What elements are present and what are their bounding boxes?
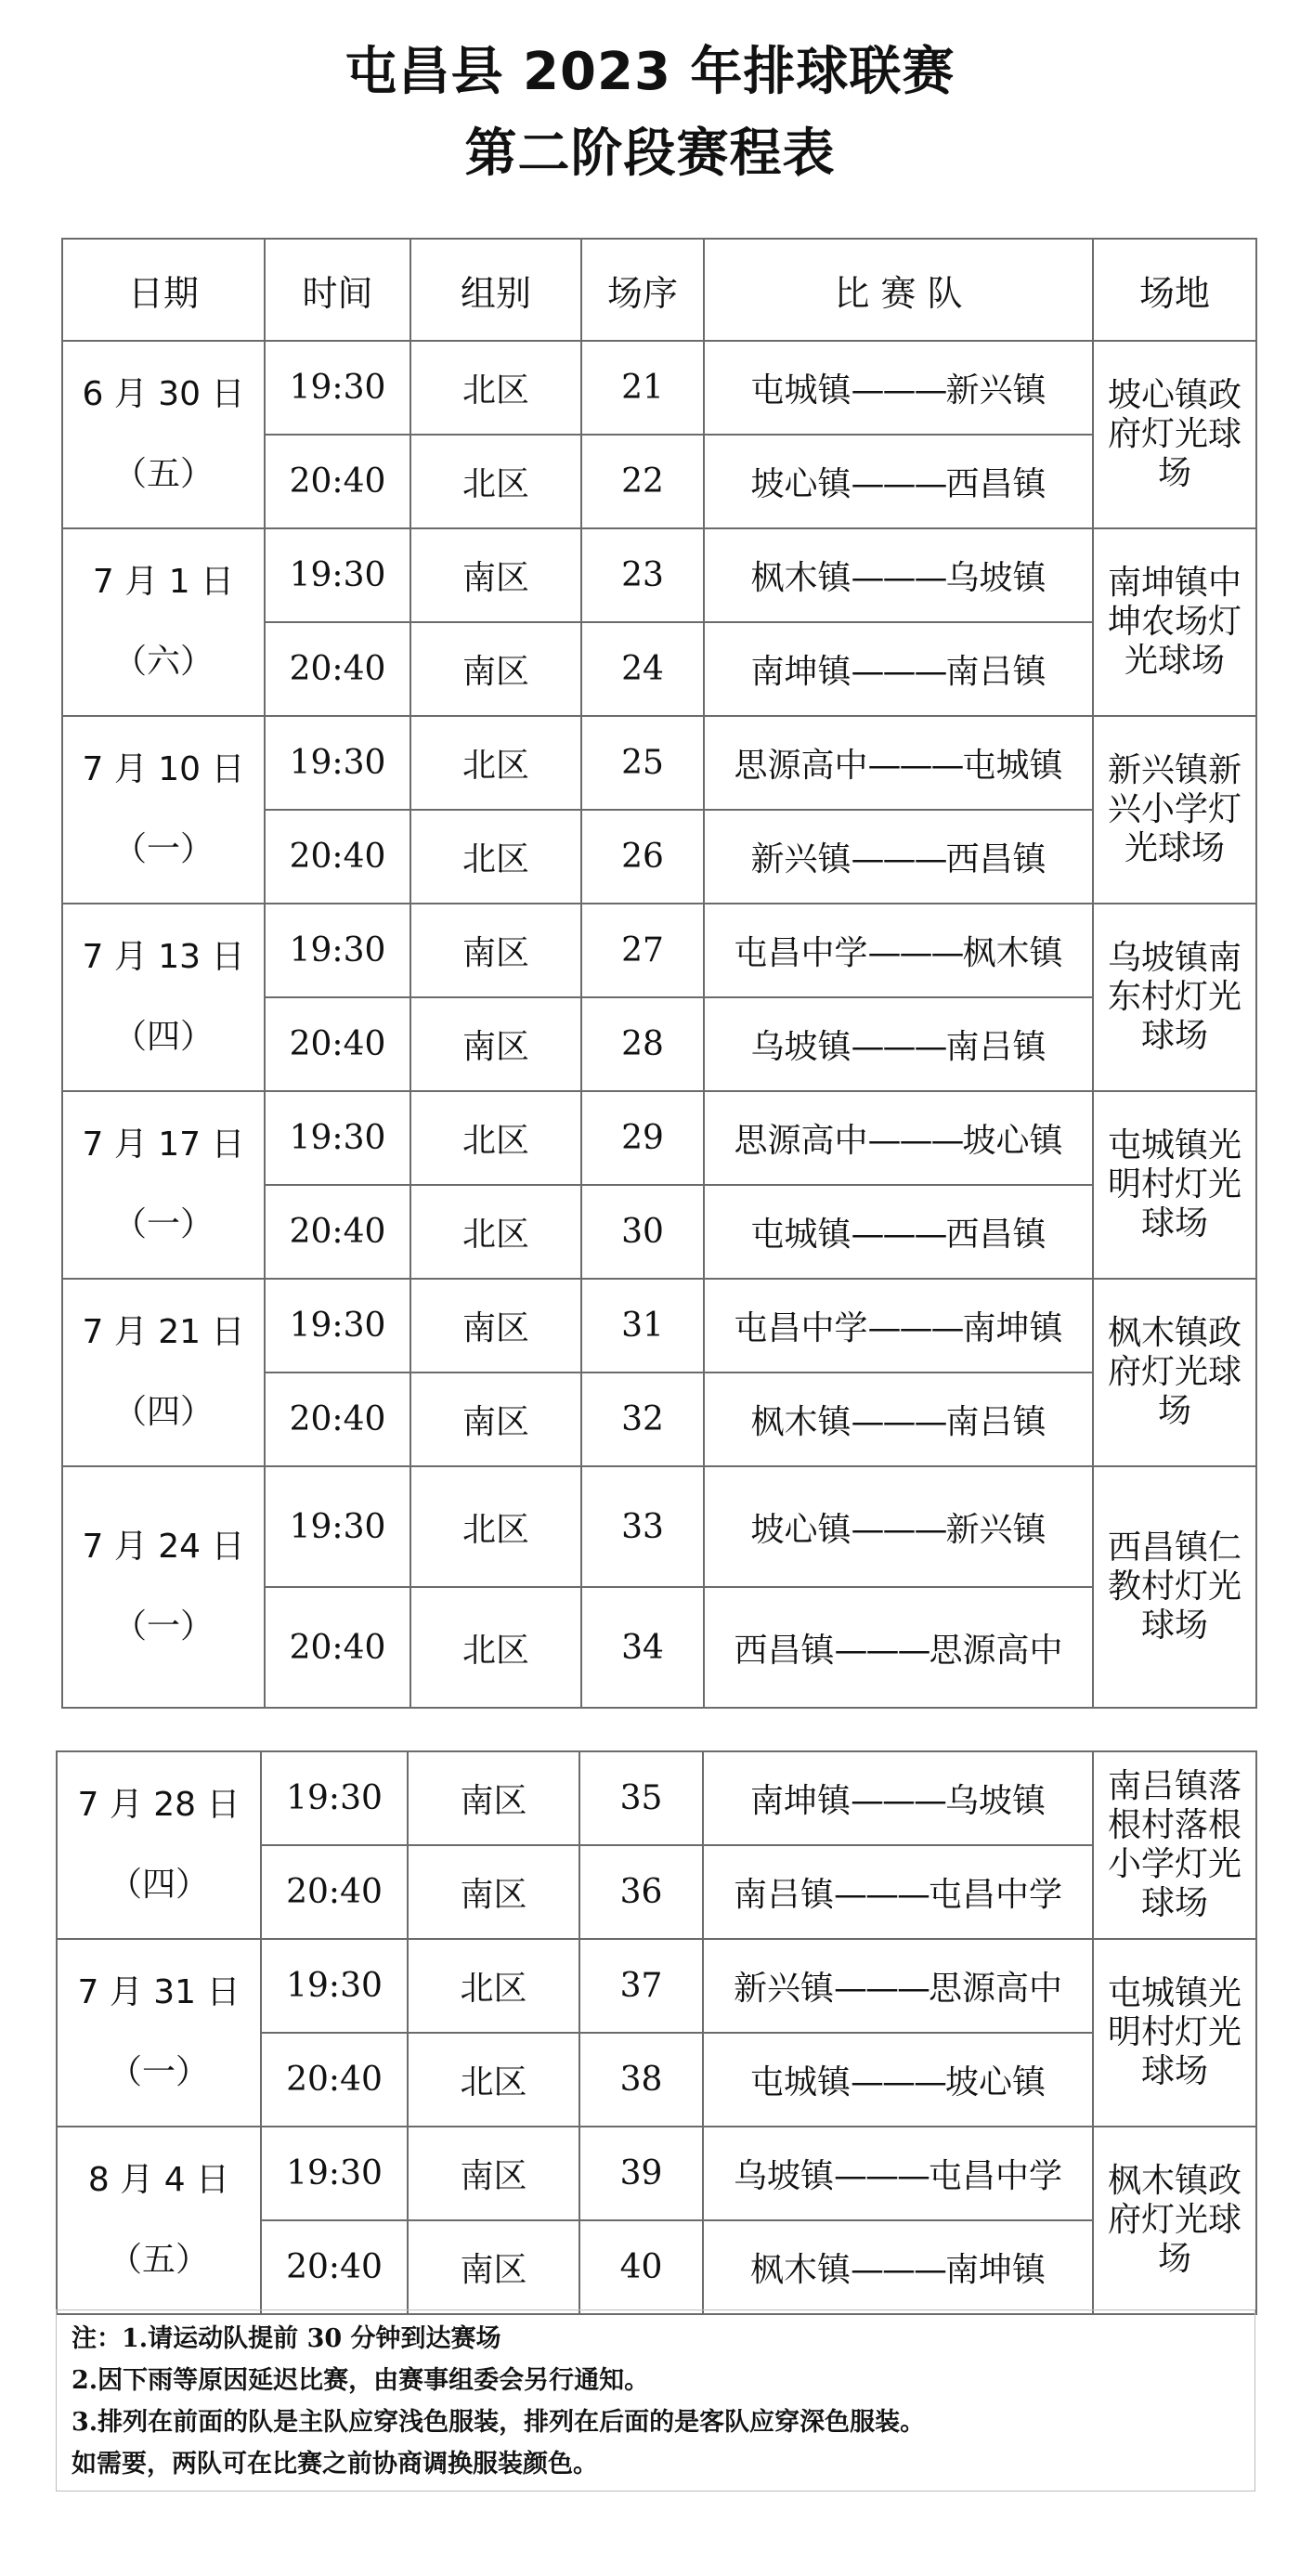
table-row <box>62 1466 1256 1587</box>
match-order: 30 <box>581 1185 704 1279</box>
venue-line: 光球场 <box>1124 642 1225 680</box>
match-time: 19:30 <box>265 341 410 435</box>
date-text: 7 月 31 日 <box>77 1973 240 2011</box>
away-team: 南坤镇 <box>962 1309 1063 1347</box>
match-teams <box>704 1373 1093 1466</box>
match-teams <box>704 1587 1093 1708</box>
match-teams <box>704 622 1093 716</box>
match-date <box>62 528 265 716</box>
match-teams <box>704 1185 1093 1279</box>
note-line: 2.因下雨等原因延迟比赛，由赛事组委会另行通知。 <box>72 2366 650 2395</box>
match-venue <box>1093 716 1256 904</box>
versus-separator: ——— <box>851 371 946 410</box>
match-group: 南区 <box>408 1751 579 1845</box>
match-date <box>62 341 265 528</box>
home-team: 南吕镇 <box>733 1876 834 1914</box>
table-row <box>57 2127 1256 2220</box>
versus-separator: ——— <box>851 1782 945 1820</box>
weekday-text: （五） <box>108 2241 209 2279</box>
match-group: 南区 <box>410 622 581 716</box>
match-order: 28 <box>581 997 704 1091</box>
versus-separator: ——— <box>851 1216 946 1254</box>
match-date <box>57 2127 261 2314</box>
away-team: 西昌镇 <box>945 1216 1046 1254</box>
table-row <box>57 1939 1256 2033</box>
away-team: 西昌镇 <box>945 465 1046 503</box>
venue-line: 球场 <box>1140 1884 1208 1922</box>
home-team: 屯城镇 <box>749 2063 851 2101</box>
home-team: 枫木镇 <box>750 1403 852 1441</box>
venue-line: 场 <box>1157 454 1191 492</box>
versus-separator: ——— <box>834 1631 930 1670</box>
page-subtitle: 第二阶段赛程表 <box>464 124 836 184</box>
date-text: 7 月 21 日 <box>82 1313 245 1351</box>
versus-separator: ——— <box>851 2063 945 2101</box>
match-teams <box>703 2127 1093 2220</box>
date-text: 6 月 30 日 <box>82 375 245 413</box>
header-teams: 比 赛 队 <box>704 239 1093 341</box>
versus-separator: ——— <box>851 840 946 878</box>
match-date <box>62 1091 265 1279</box>
venue-line: 场 <box>1157 2240 1191 2278</box>
table-row <box>62 528 1256 622</box>
versus-separator: ——— <box>851 1403 946 1441</box>
match-time: 20:40 <box>265 810 410 904</box>
venue-line: 坡心镇政 <box>1107 376 1242 414</box>
match-teams <box>704 341 1093 435</box>
header-order: 场序 <box>581 239 704 341</box>
away-team: 南坤镇 <box>945 2251 1046 2289</box>
match-group: 北区 <box>408 1939 579 2033</box>
match-date <box>57 1939 261 2127</box>
home-team: 枫木镇 <box>749 2251 851 2289</box>
versus-separator: ——— <box>851 1028 946 1066</box>
match-group: 南区 <box>408 2220 579 2314</box>
weekday-text: （一） <box>112 830 214 868</box>
match-time: 20:40 <box>265 1185 410 1279</box>
home-team: 新兴镇 <box>750 840 852 878</box>
header-group: 组别 <box>410 239 581 341</box>
venue-line: 府灯光球 <box>1107 1353 1242 1391</box>
page-title: 屯昌县 2023 年排球联赛 <box>344 42 956 102</box>
date-text: 7 月 10 日 <box>82 750 245 788</box>
date-text: 7 月 1 日 <box>92 563 235 601</box>
match-order: 34 <box>581 1587 704 1708</box>
venue-line: 乌坡镇南 <box>1107 939 1242 977</box>
match-time: 19:30 <box>265 904 410 997</box>
match-group: 北区 <box>410 1466 581 1587</box>
match-time: 19:30 <box>261 1939 408 2033</box>
venue-line: 屯城镇光 <box>1107 1126 1242 1164</box>
match-order: 36 <box>579 1845 703 1939</box>
match-group: 北区 <box>410 1587 581 1708</box>
table-row <box>62 1091 1256 1185</box>
venue-line: 球场 <box>1140 1204 1208 1242</box>
weekday-text: （一） <box>112 1205 214 1243</box>
match-order: 35 <box>579 1751 703 1845</box>
weekday-text: （四） <box>108 1866 209 1904</box>
match-date <box>62 716 265 904</box>
date-text: 7 月 13 日 <box>82 938 245 976</box>
versus-separator: ——— <box>851 559 946 597</box>
venue-line: 坤农场灯 <box>1107 603 1242 641</box>
match-order: 29 <box>581 1091 704 1185</box>
home-team: 坡心镇 <box>750 1510 852 1549</box>
venue-line: 枫木镇政 <box>1107 1314 1242 1352</box>
venue-line: 东村灯光 <box>1107 978 1242 1016</box>
weekday-text: （六） <box>112 643 214 681</box>
weekday-text: （四） <box>112 1018 214 1056</box>
away-team: 南吕镇 <box>945 653 1046 691</box>
match-venue <box>1093 1279 1256 1466</box>
home-team: 屯昌中学 <box>734 1309 868 1347</box>
home-team: 屯城镇 <box>750 371 852 410</box>
match-time: 19:30 <box>261 1751 408 1845</box>
match-order: 31 <box>581 1279 704 1373</box>
match-order: 39 <box>579 2127 703 2220</box>
match-order: 37 <box>579 1939 703 2033</box>
match-order: 21 <box>581 341 704 435</box>
match-order: 22 <box>581 435 704 528</box>
match-order: 33 <box>581 1466 704 1587</box>
away-team: 乌坡镇 <box>945 559 1046 597</box>
date-text: 8 月 4 日 <box>87 2161 230 2199</box>
away-team: 坡心镇 <box>945 2063 1046 2101</box>
table-row <box>62 1279 1256 1373</box>
venue-line: 球场 <box>1140 1607 1208 1645</box>
weekday-text: （四） <box>112 1393 214 1431</box>
match-teams <box>704 997 1093 1091</box>
match-venue <box>1093 1466 1256 1708</box>
match-time: 19:30 <box>265 1466 410 1587</box>
away-team: 新兴镇 <box>945 1510 1046 1549</box>
match-time: 19:30 <box>265 1091 410 1185</box>
match-teams <box>704 716 1093 810</box>
venue-line: 屯城镇光 <box>1107 1974 1242 2012</box>
table-row <box>62 716 1256 810</box>
away-team: 西昌镇 <box>945 840 1046 878</box>
header-time: 时间 <box>265 239 410 341</box>
away-team: 新兴镇 <box>945 371 1046 410</box>
match-teams <box>704 1091 1093 1185</box>
venue-line: 球场 <box>1140 1017 1208 1055</box>
match-venue <box>1093 341 1256 528</box>
home-team: 西昌镇 <box>734 1631 835 1670</box>
away-team: 南吕镇 <box>945 1028 1046 1066</box>
date-text: 7 月 28 日 <box>77 1786 240 1824</box>
match-time: 20:40 <box>261 2033 408 2127</box>
table-row <box>62 341 1256 435</box>
match-venue <box>1093 1751 1256 1939</box>
match-order: 25 <box>581 716 704 810</box>
match-order: 40 <box>579 2220 703 2314</box>
home-team: 思源高中 <box>734 747 868 785</box>
match-time: 20:40 <box>265 1587 410 1708</box>
home-team: 乌坡镇 <box>733 2157 834 2195</box>
home-team: 南坤镇 <box>749 1782 851 1820</box>
away-team: 乌坡镇 <box>945 1782 1046 1820</box>
match-teams <box>704 904 1093 997</box>
match-order: 38 <box>579 2033 703 2127</box>
venue-line: 枫木镇政 <box>1107 2162 1242 2200</box>
match-time: 20:40 <box>261 2220 408 2314</box>
match-group: 北区 <box>410 810 581 904</box>
match-group: 南区 <box>408 1845 579 1939</box>
match-time: 20:40 <box>265 1373 410 1466</box>
versus-separator: ——— <box>834 1876 929 1914</box>
note-line: 如需要，两队可在比赛之前协商调换服装颜色。 <box>72 2450 598 2478</box>
match-group: 南区 <box>410 1373 581 1466</box>
home-team: 坡心镇 <box>750 465 852 503</box>
schedule-table-continued <box>56 1750 1257 2315</box>
venue-line: 新兴镇新 <box>1107 751 1242 789</box>
header-row <box>62 239 1256 341</box>
match-group: 南区 <box>410 997 581 1091</box>
venue-line: 府灯光球 <box>1107 415 1242 453</box>
venue-line: 明村灯光 <box>1107 2013 1242 2051</box>
match-group: 南区 <box>410 1279 581 1373</box>
match-group: 北区 <box>410 1091 581 1185</box>
away-team: 思源高中 <box>929 1631 1063 1670</box>
home-team: 新兴镇 <box>733 1970 834 2008</box>
match-teams <box>703 1939 1093 2033</box>
note-line: 注：1.请运动队提前 30 分钟到达赛场 <box>72 2324 501 2353</box>
schedule-table <box>61 238 1257 1709</box>
away-team: 思源高中 <box>929 1970 1063 2008</box>
match-venue <box>1093 1939 1256 2127</box>
away-team: 坡心镇 <box>962 1122 1063 1160</box>
home-team: 乌坡镇 <box>750 1028 852 1066</box>
match-time: 20:40 <box>265 997 410 1091</box>
match-group: 南区 <box>410 904 581 997</box>
weekday-text: （一） <box>108 2053 209 2091</box>
match-time: 19:30 <box>265 716 410 810</box>
versus-separator: ——— <box>867 934 963 972</box>
notes-box <box>56 2309 1255 2491</box>
venue-line: 小学灯光 <box>1107 1845 1242 1883</box>
match-group: 南区 <box>410 528 581 622</box>
match-teams <box>704 528 1093 622</box>
home-team: 屯城镇 <box>750 1216 852 1254</box>
match-teams <box>704 435 1093 528</box>
away-team: 枫木镇 <box>962 934 1063 972</box>
match-teams <box>703 2220 1093 2314</box>
venue-line: 南吕镇落 <box>1107 1767 1242 1805</box>
date-text: 7 月 17 日 <box>82 1125 245 1164</box>
away-team: 屯昌中学 <box>929 1876 1063 1914</box>
home-team: 屯昌中学 <box>734 934 868 972</box>
match-order: 32 <box>581 1373 704 1466</box>
versus-separator: ——— <box>834 2157 929 2195</box>
match-time: 20:40 <box>265 435 410 528</box>
away-team: 南吕镇 <box>945 1403 1046 1441</box>
versus-separator: ——— <box>867 747 963 785</box>
match-time: 19:30 <box>265 1279 410 1373</box>
weekday-text: （五） <box>112 455 214 493</box>
match-order: 24 <box>581 622 704 716</box>
header-venue: 场地 <box>1093 239 1256 341</box>
date-text: 7 月 24 日 <box>82 1528 245 1566</box>
venue-line: 明村灯光 <box>1107 1165 1242 1203</box>
venue-line: 教村灯光 <box>1107 1568 1242 1606</box>
match-group: 北区 <box>408 2033 579 2127</box>
away-team: 屯昌中学 <box>929 2157 1063 2195</box>
match-group: 北区 <box>410 1185 581 1279</box>
match-date <box>57 1751 261 1939</box>
venue-line: 府灯光球 <box>1107 2201 1242 2239</box>
match-order: 26 <box>581 810 704 904</box>
match-time: 20:40 <box>265 622 410 716</box>
match-venue <box>1093 1091 1256 1279</box>
match-order: 23 <box>581 528 704 622</box>
match-teams <box>704 1279 1093 1373</box>
venue-line: 场 <box>1157 1392 1191 1430</box>
home-team: 南坤镇 <box>750 653 852 691</box>
home-team: 枫木镇 <box>750 559 852 597</box>
weekday-text: （一） <box>112 1607 214 1646</box>
venue-line: 西昌镇仁 <box>1107 1529 1242 1567</box>
venue-line: 根村落根 <box>1107 1806 1242 1844</box>
match-order: 27 <box>581 904 704 997</box>
versus-separator: ——— <box>834 1970 929 2008</box>
away-team: 屯城镇 <box>962 747 1063 785</box>
versus-separator: ——— <box>851 653 946 691</box>
match-teams <box>704 1466 1093 1587</box>
versus-separator: ——— <box>867 1122 963 1160</box>
home-team: 思源高中 <box>734 1122 868 1160</box>
match-teams <box>703 1845 1093 1939</box>
match-teams <box>703 2033 1093 2127</box>
versus-separator: ——— <box>867 1309 963 1347</box>
match-group: 北区 <box>410 341 581 435</box>
match-teams <box>703 1751 1093 1845</box>
venue-line: 球场 <box>1140 2052 1208 2090</box>
match-date <box>62 904 265 1091</box>
match-group: 北区 <box>410 716 581 810</box>
versus-separator: ——— <box>851 2251 945 2289</box>
venue-line: 兴小学灯 <box>1107 790 1242 828</box>
match-time: 19:30 <box>265 528 410 622</box>
match-date <box>62 1279 265 1466</box>
match-venue <box>1093 904 1256 1091</box>
header-date: 日期 <box>62 239 265 341</box>
table-row <box>62 904 1256 997</box>
match-teams <box>704 810 1093 904</box>
versus-separator: ——— <box>851 465 946 503</box>
match-venue <box>1093 2127 1256 2314</box>
venue-line: 南坤镇中 <box>1107 564 1242 602</box>
venue-line: 光球场 <box>1124 829 1225 867</box>
match-date <box>62 1466 265 1708</box>
match-time: 19:30 <box>261 2127 408 2220</box>
table-row <box>57 1751 1256 1845</box>
versus-separator: ——— <box>851 1510 946 1549</box>
match-group: 南区 <box>408 2127 579 2220</box>
match-venue <box>1093 528 1256 716</box>
match-group: 北区 <box>410 435 581 528</box>
match-time: 20:40 <box>261 1845 408 1939</box>
note-line: 3.排列在前面的队是主队应穿浅色服装，排列在后面的是客队应穿深色服装。 <box>72 2408 926 2437</box>
